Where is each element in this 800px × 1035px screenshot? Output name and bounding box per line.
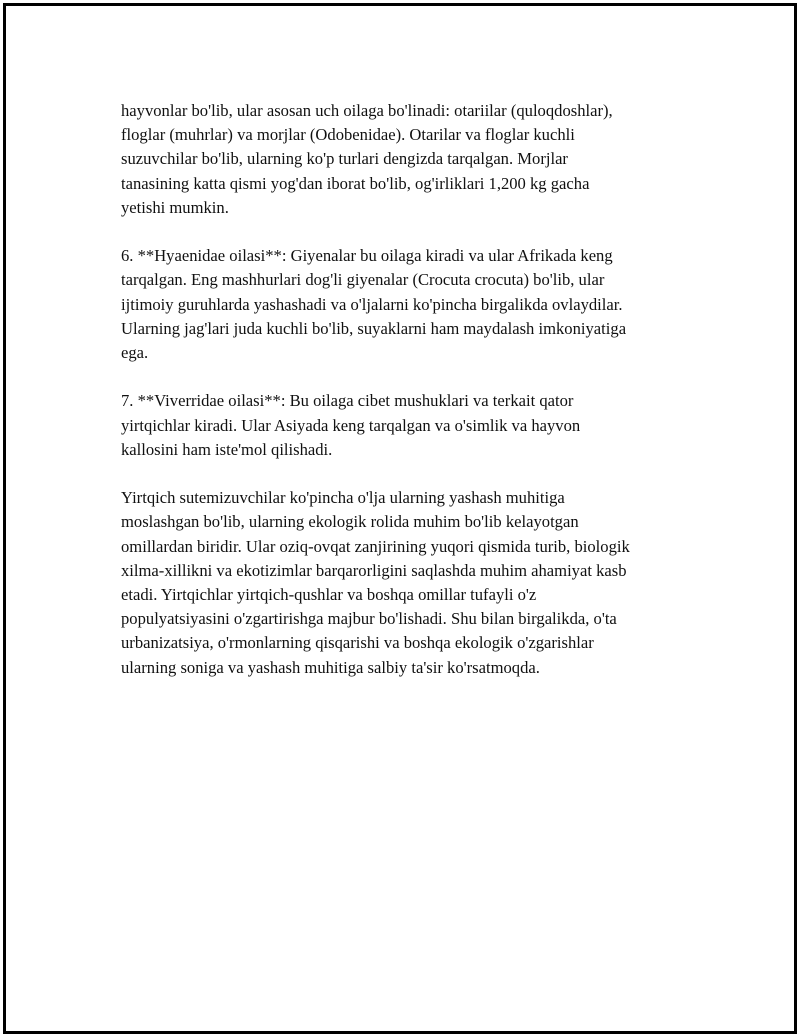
text-line: Yirtqich sutemizuvchilar ko'pincha o'lja ularning yashash muhitiga xyxy=(121,488,565,508)
text-line: 7. **Viverridae oilasi**: Bu oilaga cibet mushuklari va terkait qator xyxy=(121,391,574,411)
text-line: suzuvchilar bo'lib, ularning ko'p turlari dengizda tarqalgan. Morjlar xyxy=(121,149,568,169)
text-line: xilma-xillikni va ekotizimlar barqarorligini saqlashda muhim ahamiyat kasb xyxy=(121,560,627,580)
text-line: moslashgan bo'lib, ularning ekologik rolida muhim bo'lib kelayotgan xyxy=(121,512,579,532)
page-frame xyxy=(3,3,797,1034)
text-line: ularning soniga va yashash muhitiga salbiy ta'sir ko'rsatmoqda. xyxy=(121,657,540,677)
text-line: yetishi mumkin. xyxy=(121,197,229,217)
text-line: yirtqichlar kiradi. Ular Asiyada keng tarqalgan va o'simlik va hayvon xyxy=(121,415,581,435)
text-line: kallosini ham iste'mol qilishadi. xyxy=(121,439,333,459)
text-line: omillardan biridir. Ular oziq-ovqat zanjirining yuqori qismida turib, biologik xyxy=(121,536,630,556)
text-line: hayvonlar bo'lib, ular asosan uch oilaga bo'linadi: otariilar (quloqdoshlar), xyxy=(121,101,613,120)
paragraph-viverridae xyxy=(121,389,696,462)
text-line: ega. xyxy=(121,343,149,363)
text-line: urbanizatsiya, o'rmonlarning qisqarishi va boshqa ekologik o'zgarishlar xyxy=(121,633,594,653)
paragraph-pinnipeds xyxy=(121,99,696,220)
text-line: floglar (muhrlar) va morjlar (Odobenidae). Otarilar va floglar kuchli xyxy=(121,125,575,145)
text-line: tarqalgan. Eng mashhurlari dog'li giyenalar (Crocuta crocuta) bo'lib, ular xyxy=(121,270,605,290)
text-line: populyatsiyasini o'zgartirishga majbur bo'lishadi. Shu bilan birgalikda, o'ta xyxy=(121,609,617,629)
text-line: Ularning jag'lari juda kuchli bo'lib, suyaklarni ham maydalash imkoniyatiga xyxy=(121,318,627,338)
document-body xyxy=(121,99,696,704)
paragraph-hyaenidae xyxy=(121,244,696,365)
text-line: tanasining katta qismi yog'dan iborat bo'lib, og'irliklari 1,200 kg gacha xyxy=(121,173,590,193)
text-line: etadi. Yirtqichlar yirtqich-qushlar va boshqa omillar tufayli o'z xyxy=(121,585,537,605)
text-line: 6. **Hyaenidae oilasi**: Giyenalar bu oilaga kiradi va ular Afrikada keng xyxy=(121,246,613,266)
text-line: ijtimoiy guruhlarda yashashadi va o'ljalarni ko'pincha birgalikda ovlaydilar. xyxy=(121,294,623,314)
paragraph-conclusion xyxy=(121,486,696,680)
